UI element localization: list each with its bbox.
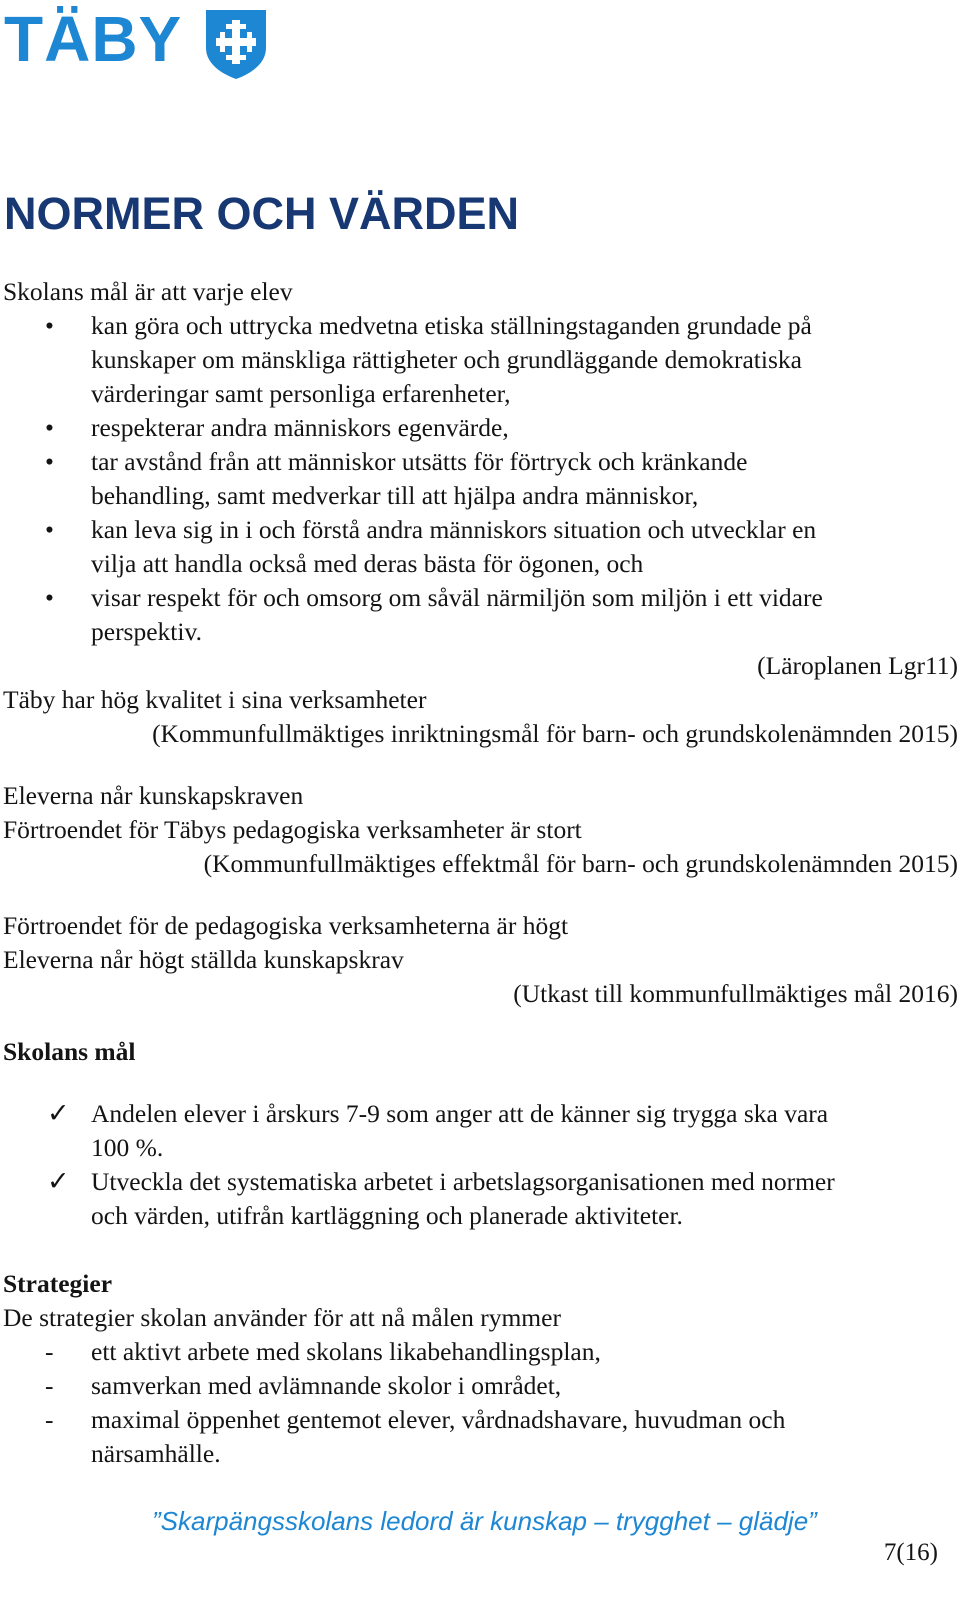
goal-line: kunskaper om mänskliga rättigheter och grundläggande demokratiska: [91, 345, 802, 374]
goal-line: respekterar andra människors egenvärde,: [91, 413, 509, 442]
strategies-list: [3, 1335, 958, 1471]
school-goals-heading: Skolans mål: [3, 1037, 136, 1066]
goal-line: visar respekt för och omsorg om såväl närmiljön som miljön i ett vidare: [91, 583, 823, 612]
draft-goal: Eleverna når högt ställda kunskapskrav: [3, 945, 404, 974]
effect-goal: Förtroendet för Täbys pedagogiska verksamheter är stort: [3, 815, 582, 844]
list-item: [3, 513, 958, 581]
goal-line: tar avstånd från att människor utsätts för förtryck och kränkande: [91, 447, 748, 476]
strategies-heading: Strategier: [3, 1269, 113, 1298]
bullet-icon: •: [45, 413, 54, 442]
bullet-icon: •: [45, 515, 54, 544]
list-item: [3, 1335, 958, 1369]
curriculum-source: (Läroplanen Lgr11): [757, 651, 958, 680]
intro-text: Skolans mål är att varje elev: [3, 277, 293, 306]
school-goal-line: Utveckla det systematiska arbetet i arbetslagsorganisationen med normer: [91, 1167, 835, 1196]
page-title: NORMER OCH VÄRDEN: [4, 188, 520, 239]
checkmark-icon: ✓: [47, 1098, 70, 1129]
list-item: [3, 1369, 958, 1403]
goal-line: värderingar samt personliga erfarenheter,: [91, 379, 511, 408]
effect-goal: Eleverna når kunskapskraven: [3, 781, 304, 810]
list-item: [3, 411, 958, 445]
list-item: [3, 1403, 958, 1471]
school-goals-list: [3, 1097, 958, 1233]
footer-motto: ”Skarpängsskolans ledord är kunskap – trygghet – glädje”: [152, 1506, 817, 1536]
goal-line: behandling, samt medverkar till att hjälpa andra människor,: [91, 481, 699, 510]
checkmark-icon: ✓: [47, 1166, 70, 1197]
document-body: [3, 275, 958, 1471]
school-goal-line: 100 %.: [91, 1133, 164, 1162]
goal-line: perspektiv.: [91, 617, 202, 646]
taby-logo: [4, 2, 268, 78]
logo-text: TÄBY: [4, 3, 183, 75]
school-goal-line: och värden, utifrån kartläggning och planerade aktiviteter.: [91, 1201, 683, 1230]
goal-line: kan leva sig in i och förstå andra människors situation och utvecklar en: [91, 515, 817, 544]
dash-bullet-icon: -: [45, 1371, 54, 1400]
list-item: [3, 1097, 958, 1165]
list-item: [3, 1165, 958, 1233]
goal-line: vilja att handla också med deras bästa för ögonen, och: [91, 549, 644, 578]
dash-bullet-icon: -: [45, 1337, 54, 1366]
strategy-line: ett aktivt arbete med skolans likabehandlingsplan,: [91, 1337, 601, 1366]
page-number: 7(16): [883, 1539, 938, 1566]
bullet-icon: •: [45, 447, 54, 476]
strategy-line: maximal öppenhet gentemot elever, vårdnadshavare, huvudman och: [91, 1405, 786, 1434]
draft-goal: Förtroendet för de pedagogiska verksamheterna är högt: [3, 911, 569, 940]
strategy-line: samverkan med avlämnande skolor i området,: [91, 1371, 562, 1400]
municipal-goal-source: (Kommunfullmäktiges inriktningsmål för barn- och grundskolenämnden 2015): [152, 719, 958, 748]
list-item: [3, 445, 958, 513]
bullet-icon: •: [45, 583, 54, 612]
strategies-intro: De strategier skolan använder för att nå målen rymmer: [3, 1303, 561, 1332]
bullet-icon: •: [45, 311, 54, 340]
effect-goals-source: (Kommunfullmäktiges effektmål för barn- och grundskolenämnden 2015): [203, 849, 958, 878]
taby-shield-emblem-icon: [204, 8, 268, 80]
goal-line: kan göra och uttrycka medvetna etiska ställningstaganden grundade på: [91, 311, 812, 340]
school-goal-line: Andelen elever i årskurs 7-9 som anger att de känner sig trygga ska vara: [91, 1099, 829, 1128]
curriculum-goals-list: [3, 309, 958, 649]
list-item: [3, 309, 958, 411]
municipal-goal: Täby har hög kvalitet i sina verksamheter: [3, 685, 427, 714]
dash-bullet-icon: -: [45, 1405, 54, 1434]
draft-goals-source: (Utkast till kommunfullmäktiges mål 2016): [513, 979, 958, 1008]
strategy-line: närsamhälle.: [91, 1439, 221, 1468]
list-item: [3, 581, 958, 649]
